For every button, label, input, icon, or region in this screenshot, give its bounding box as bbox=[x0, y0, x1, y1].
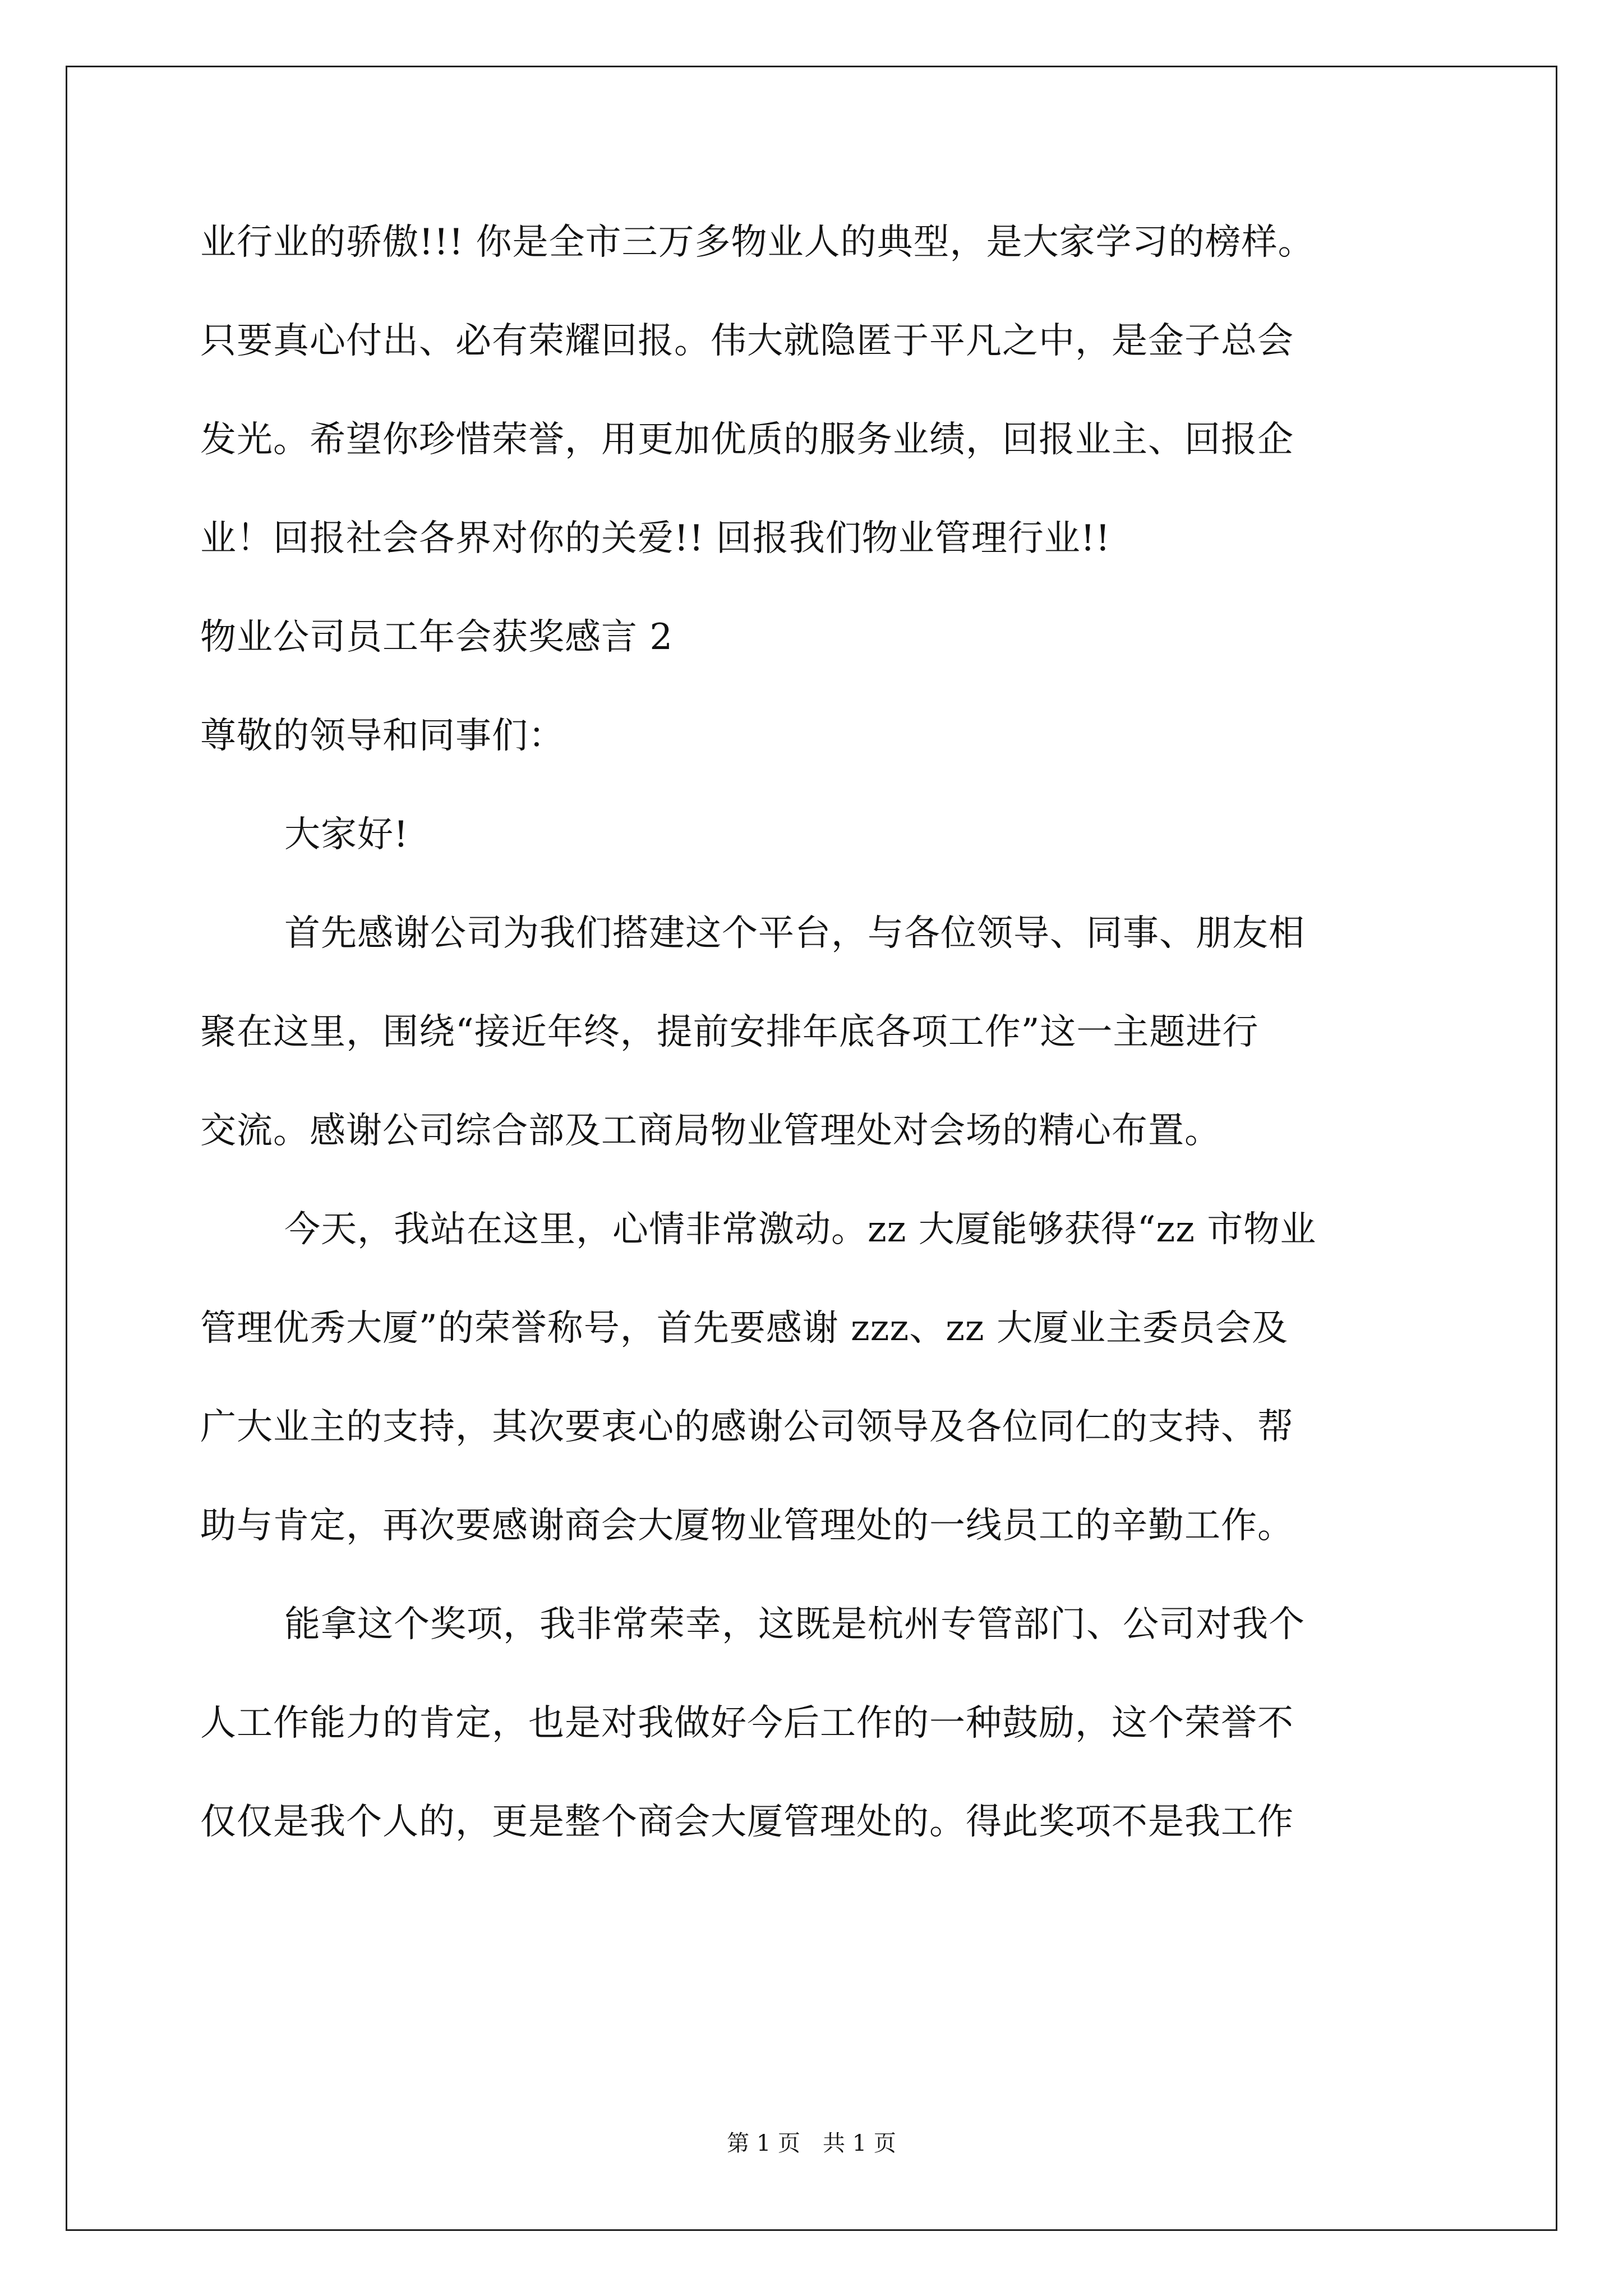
body-text-line: 业行业的骄傲!!! 你是全市三万多物业人的典型，是大家学习的榜样。 bbox=[200, 222, 1315, 263]
body-text-line: 管理优秀大厦”的荣誉称号，首先要感谢 zzz、zz 大厦业主委员会及 bbox=[200, 1308, 1288, 1349]
body-text-line: 发光。希望你珍惜荣誉，用更加优质的服务业绩，回报业主、回报企 bbox=[200, 419, 1294, 461]
page-number: 第 1 页 共 1 页 bbox=[727, 2131, 896, 2156]
body-text-line: 广大业主的支持，其次要衷心的感谢公司领导及各位同仁的支持、帮 bbox=[200, 1406, 1294, 1448]
body-text-line: 助与肯定，再次要感谢商会大厦物业管理处的一线员工的辛勤工作。 bbox=[200, 1505, 1294, 1547]
body-text-line: 今天，我站在这里，心情非常激动。zz 大厦能够获得“zz 市物业 bbox=[284, 1209, 1317, 1250]
body-text-line: 业！回报社会各界对你的关爱!! 回报我们物业管理行业!! bbox=[200, 518, 1111, 559]
body-text-line: 能拿这个奖项，我非常荣幸，这既是杭州专管部门、公司对我个 bbox=[284, 1604, 1305, 1645]
body-text-line: 仅仅是我个人的，更是整个商会大厦管理处的。得此奖项不是我工作 bbox=[200, 1801, 1294, 1843]
body-text-line: 聚在这里，围绕“接近年终，提前安排年底各项工作”这一主题进行 bbox=[200, 1011, 1259, 1053]
greeting: 大家好! bbox=[284, 814, 409, 855]
section-heading: 物业公司员工年会获奖感言 2 bbox=[200, 616, 674, 658]
salutation: 尊敬的领导和同事们： bbox=[200, 715, 565, 757]
body-text-line: 人工作能力的肯定，也是对我做好今后工作的一种鼓励，这个荣誉不 bbox=[200, 1703, 1294, 1744]
body-text-line: 只要真心付出、必有荣耀回报。伟大就隐匿于平凡之中，是金子总会 bbox=[200, 320, 1294, 362]
body-text-line: 交流。感谢公司综合部及工商局物业管理处对会场的精心布置。 bbox=[200, 1110, 1221, 1152]
body-text-line: 首先感谢公司为我们搭建这个平台，与各位领导、同事、朋友相 bbox=[284, 913, 1305, 954]
